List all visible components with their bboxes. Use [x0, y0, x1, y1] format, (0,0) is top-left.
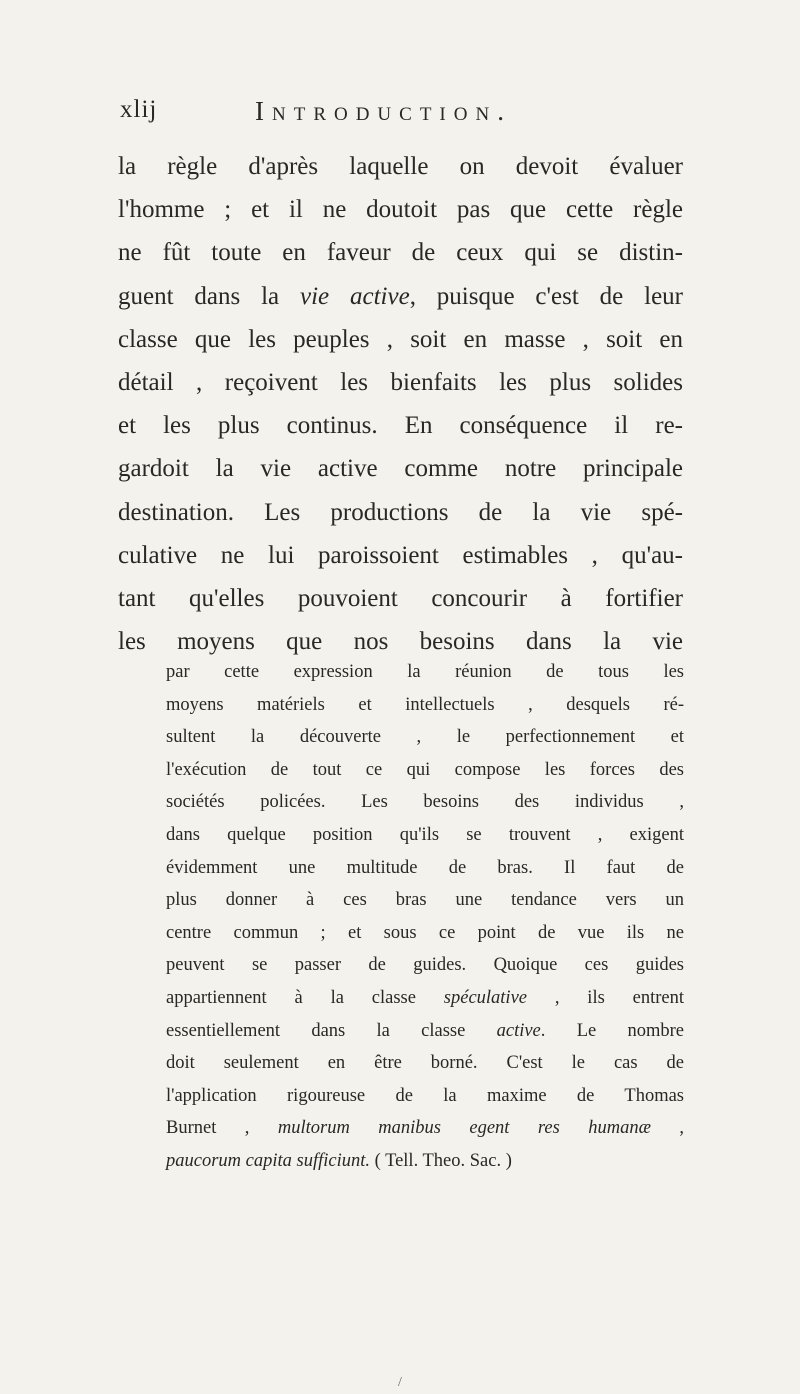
footnote-line: évidemment une multitude de bras. Il faut de: [166, 857, 684, 878]
italic-term: active: [496, 1020, 541, 1041]
footnote-line: doit seulement en être borné. C'est le cas de: [166, 1053, 684, 1074]
footnote-line: l'exécution de tout ce qui compose les forces des: [166, 759, 684, 780]
footnote-line: peuvent se passer de guides. Quoique ces guides: [166, 955, 684, 976]
stray-mark: /: [398, 1375, 402, 1390]
text-line: destination. Les productions de la vie spé-: [118, 498, 683, 526]
text-line: gardoit la vie active comme notre principale: [118, 455, 683, 483]
text-line: classe que les peuples , soit en masse , soit en: [118, 325, 683, 353]
footnote-line: [166, 982, 684, 1015]
text-segment: . Le nombre: [540, 1020, 684, 1041]
main-text: [118, 145, 683, 663]
footnote-line: [166, 1145, 684, 1178]
running-title: Introduction.: [255, 96, 512, 126]
citation: ( Tell. Theo. Sac. ): [370, 1150, 512, 1171]
text-line: et les plus continus. En conséquence il re-: [118, 412, 683, 440]
text-segment: ,: [650, 1118, 684, 1139]
text-line: [118, 275, 683, 318]
text-segment: appartiennent à la classe: [166, 987, 444, 1008]
page-header: [120, 96, 680, 136]
page-number: xlij: [120, 96, 158, 123]
footnote-line: dans quelque position qu'ils se trouvent , exigent: [166, 824, 684, 845]
text-segment: Burnet ,: [166, 1118, 278, 1139]
footnote-line: moyens matériels et intellectuels , desquels ré-: [166, 694, 684, 715]
footnote-line: plus donner à ces bras une tendance vers un: [166, 890, 684, 911]
text-segment: guent dans la: [118, 282, 300, 310]
text-line: détail , reçoivent les bienfaits les plus solides: [118, 368, 683, 396]
italic-term: spéculative: [443, 987, 527, 1008]
text-line: les moyens que nos besoins dans la vie: [118, 628, 683, 656]
footnote-line: [166, 1112, 684, 1145]
latin-quote: multorum manibus egent res humanæ: [277, 1118, 651, 1139]
text-line: ne fût toute en faveur de ceux qui se distin-: [118, 239, 683, 267]
text-line: la règle d'après laquelle on devoit évaluer: [118, 153, 683, 180]
footnote-line: sociétés policées. Les besoins des individus ,: [166, 792, 684, 813]
footnote-line: l'application rigoureuse de la maxime de Thomas: [166, 1085, 684, 1106]
text-line: culative ne lui paroissoient estimables , qu'au-: [118, 541, 683, 569]
text-segment: essentiellement dans la classe: [166, 1020, 497, 1041]
text-segment: , ils entrent: [527, 987, 684, 1008]
footnote: [166, 656, 684, 1178]
latin-quote: paucorum capita sufficiunt.: [166, 1150, 370, 1171]
footnote-line: par cette expression la réunion de tous les: [166, 662, 684, 682]
footnote-line: sultent la découverte , le perfectionnement et: [166, 727, 684, 748]
footnote-line: [166, 1015, 684, 1048]
text-segment: , puisque c'est de leur: [409, 282, 683, 310]
text-line: tant qu'elles pouvoient concourir à fortifier: [118, 584, 683, 612]
italic-term: vie active: [300, 282, 410, 310]
footnote-line: centre commun ; et sous ce point de vue ils ne: [166, 922, 684, 943]
text-line: l'homme ; et il ne doutoit pas que cette règle: [118, 196, 683, 224]
